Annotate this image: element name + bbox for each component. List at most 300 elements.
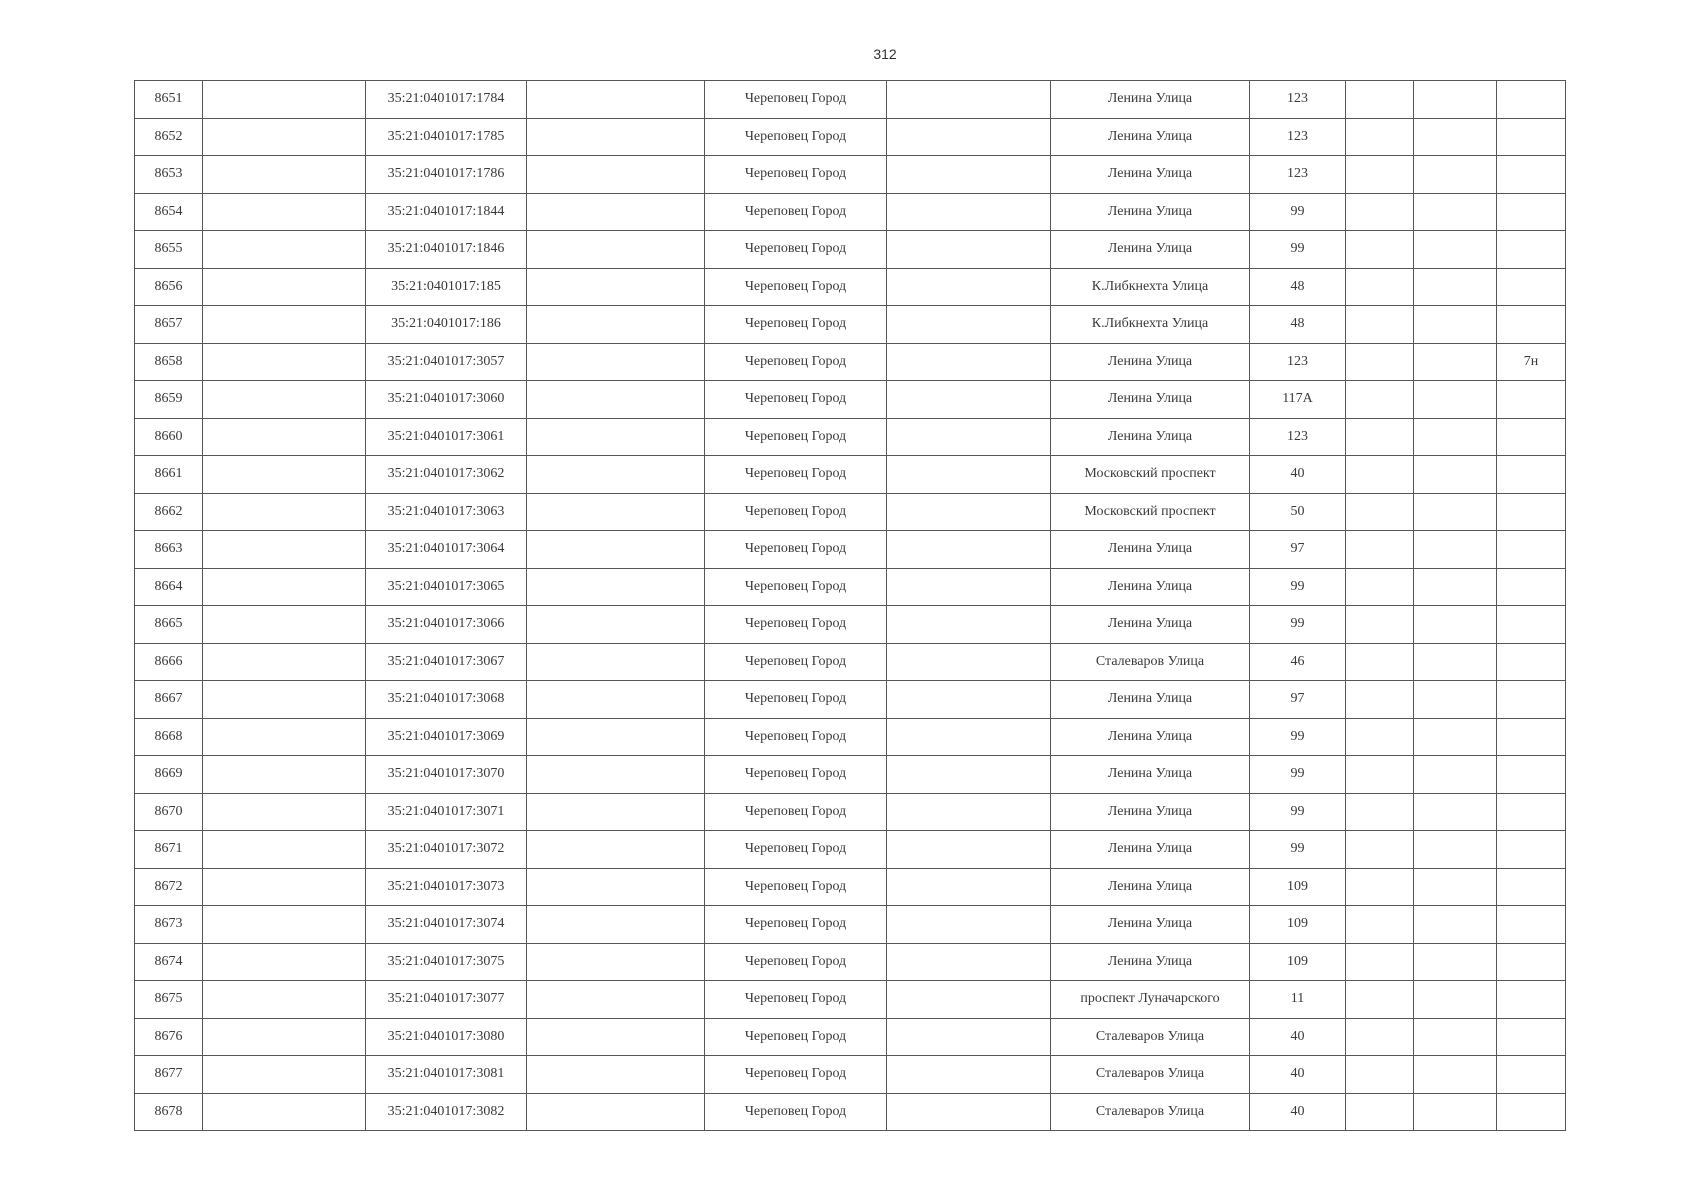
table-row [135, 643, 1566, 681]
empty-cell [203, 1018, 366, 1056]
cadastral-number-cell: 35:21:0401017:3057 [366, 343, 527, 381]
table-row [135, 156, 1566, 194]
empty-cell [527, 118, 705, 156]
empty-cell [527, 681, 705, 719]
cadastral-number-cell: 35:21:0401017:3077 [366, 981, 527, 1019]
cadastral-number-cell: 35:21:0401017:3062 [366, 456, 527, 494]
empty-cell [887, 1093, 1051, 1131]
apartment-cell [1497, 568, 1566, 606]
empty-cell [887, 981, 1051, 1019]
house-number-cell: 117А [1250, 381, 1346, 419]
table-row [135, 306, 1566, 344]
house-number-cell: 11 [1250, 981, 1346, 1019]
empty-cell [1346, 643, 1414, 681]
empty-cell [203, 1093, 366, 1131]
house-number-cell: 50 [1250, 493, 1346, 531]
apartment-cell [1497, 943, 1566, 981]
cadastral-number-cell: 35:21:0401017:1786 [366, 156, 527, 194]
row-number-cell: 8673 [135, 906, 203, 944]
house-number-cell: 99 [1250, 718, 1346, 756]
empty-cell [203, 981, 366, 1019]
apartment-cell [1497, 756, 1566, 794]
street-cell: К.Либкнехта Улица [1051, 268, 1250, 306]
row-number-cell: 8677 [135, 1056, 203, 1094]
city-cell: Череповец Город [705, 81, 887, 119]
cadastral-number-cell: 35:21:0401017:3081 [366, 1056, 527, 1094]
row-number-cell: 8669 [135, 756, 203, 794]
empty-cell [1414, 981, 1497, 1019]
empty-cell [1414, 268, 1497, 306]
empty-cell [527, 718, 705, 756]
empty-cell [527, 231, 705, 269]
cadastral-number-cell: 35:21:0401017:1844 [366, 193, 527, 231]
house-number-cell: 123 [1250, 156, 1346, 194]
table-row [135, 531, 1566, 569]
table-row [135, 493, 1566, 531]
cadastral-number-cell: 35:21:0401017:3066 [366, 606, 527, 644]
cadastral-number-cell: 35:21:0401017:1785 [366, 118, 527, 156]
apartment-cell [1497, 1056, 1566, 1094]
empty-cell [1414, 456, 1497, 494]
apartment-cell [1497, 456, 1566, 494]
empty-cell [1414, 718, 1497, 756]
street-cell: Ленина Улица [1051, 606, 1250, 644]
row-number-cell: 8658 [135, 343, 203, 381]
empty-cell [1346, 1018, 1414, 1056]
empty-cell [1414, 193, 1497, 231]
cadastral-number-cell: 35:21:0401017:3060 [366, 381, 527, 419]
empty-cell [203, 568, 366, 606]
empty-cell [527, 568, 705, 606]
row-number-cell: 8655 [135, 231, 203, 269]
cadastral-number-cell: 35:21:0401017:185 [366, 268, 527, 306]
empty-cell [1346, 493, 1414, 531]
empty-cell [527, 418, 705, 456]
street-cell: Сталеваров Улица [1051, 1056, 1250, 1094]
city-cell: Череповец Город [705, 418, 887, 456]
empty-cell [1346, 456, 1414, 494]
empty-cell [527, 1018, 705, 1056]
street-cell: Ленина Улица [1051, 193, 1250, 231]
empty-cell [1346, 681, 1414, 719]
empty-cell [1346, 418, 1414, 456]
table-row [135, 193, 1566, 231]
empty-cell [887, 531, 1051, 569]
row-number-cell: 8674 [135, 943, 203, 981]
street-cell: Ленина Улица [1051, 343, 1250, 381]
empty-cell [1346, 306, 1414, 344]
empty-cell [203, 231, 366, 269]
house-number-cell: 99 [1250, 831, 1346, 869]
table-row [135, 831, 1566, 869]
empty-cell [203, 418, 366, 456]
row-number-cell: 8675 [135, 981, 203, 1019]
cadastral-number-cell: 35:21:0401017:3071 [366, 793, 527, 831]
empty-cell [203, 81, 366, 119]
empty-cell [203, 343, 366, 381]
empty-cell [887, 906, 1051, 944]
empty-cell [1414, 568, 1497, 606]
empty-cell [203, 193, 366, 231]
house-number-cell: 40 [1250, 1018, 1346, 1056]
empty-cell [1414, 606, 1497, 644]
apartment-cell [1497, 156, 1566, 194]
empty-cell [1414, 681, 1497, 719]
empty-cell [203, 381, 366, 419]
apartment-cell [1497, 606, 1566, 644]
city-cell: Череповец Город [705, 343, 887, 381]
street-cell: Сталеваров Улица [1051, 643, 1250, 681]
city-cell: Череповец Город [705, 831, 887, 869]
apartment-cell: 7н [1497, 343, 1566, 381]
row-number-cell: 8678 [135, 1093, 203, 1131]
cadastral-number-cell: 35:21:0401017:3069 [366, 718, 527, 756]
cadastral-number-cell: 35:21:0401017:3063 [366, 493, 527, 531]
empty-cell [203, 1056, 366, 1094]
row-number-cell: 8661 [135, 456, 203, 494]
empty-cell [887, 381, 1051, 419]
empty-cell [1414, 643, 1497, 681]
cadastral-number-cell: 35:21:0401017:3074 [366, 906, 527, 944]
cadastral-number-cell: 35:21:0401017:3061 [366, 418, 527, 456]
empty-cell [203, 531, 366, 569]
table-row [135, 418, 1566, 456]
empty-cell [887, 343, 1051, 381]
empty-cell [527, 831, 705, 869]
table-row [135, 756, 1566, 794]
table-row [135, 231, 1566, 269]
empty-cell [887, 606, 1051, 644]
empty-cell [1346, 156, 1414, 194]
table-row [135, 868, 1566, 906]
row-number-cell: 8676 [135, 1018, 203, 1056]
empty-cell [527, 456, 705, 494]
empty-cell [887, 231, 1051, 269]
cadastral-number-cell: 35:21:0401017:3075 [366, 943, 527, 981]
empty-cell [527, 981, 705, 1019]
empty-cell [887, 643, 1051, 681]
house-number-cell: 48 [1250, 306, 1346, 344]
empty-cell [1346, 268, 1414, 306]
empty-cell [1346, 906, 1414, 944]
row-number-cell: 8652 [135, 118, 203, 156]
empty-cell [1346, 793, 1414, 831]
street-cell: Сталеваров Улица [1051, 1018, 1250, 1056]
table-row [135, 1018, 1566, 1056]
house-number-cell: 109 [1250, 943, 1346, 981]
city-cell: Череповец Город [705, 643, 887, 681]
table-row [135, 906, 1566, 944]
table-row [135, 681, 1566, 719]
empty-cell [1346, 343, 1414, 381]
empty-cell [527, 643, 705, 681]
empty-cell [1346, 531, 1414, 569]
house-number-cell: 99 [1250, 756, 1346, 794]
empty-cell [887, 1018, 1051, 1056]
table-row [135, 1056, 1566, 1094]
empty-cell [1414, 306, 1497, 344]
street-cell: Ленина Улица [1051, 118, 1250, 156]
city-cell: Череповец Город [705, 943, 887, 981]
table-row [135, 268, 1566, 306]
empty-cell [1414, 118, 1497, 156]
table-row [135, 568, 1566, 606]
house-number-cell: 123 [1250, 418, 1346, 456]
empty-cell [1346, 718, 1414, 756]
city-cell: Череповец Город [705, 756, 887, 794]
empty-cell [887, 756, 1051, 794]
empty-cell [203, 831, 366, 869]
empty-cell [203, 456, 366, 494]
empty-cell [1414, 1093, 1497, 1131]
city-cell: Череповец Город [705, 868, 887, 906]
empty-cell [527, 1056, 705, 1094]
table-row [135, 456, 1566, 494]
empty-cell [203, 156, 366, 194]
city-cell: Череповец Город [705, 231, 887, 269]
empty-cell [527, 306, 705, 344]
house-number-cell: 97 [1250, 531, 1346, 569]
street-cell: Ленина Улица [1051, 943, 1250, 981]
empty-cell [527, 268, 705, 306]
empty-cell [527, 793, 705, 831]
street-cell: Ленина Улица [1051, 381, 1250, 419]
city-cell: Череповец Город [705, 118, 887, 156]
empty-cell [887, 868, 1051, 906]
house-number-cell: 48 [1250, 268, 1346, 306]
empty-cell [527, 531, 705, 569]
empty-cell [1414, 943, 1497, 981]
house-number-cell: 99 [1250, 231, 1346, 269]
street-cell: Ленина Улица [1051, 831, 1250, 869]
table-row [135, 1093, 1566, 1131]
empty-cell [1346, 118, 1414, 156]
empty-cell [527, 381, 705, 419]
empty-cell [527, 156, 705, 194]
empty-cell [1346, 231, 1414, 269]
empty-cell [887, 1056, 1051, 1094]
table-row [135, 718, 1566, 756]
apartment-cell [1497, 381, 1566, 419]
house-number-cell: 40 [1250, 456, 1346, 494]
row-number-cell: 8651 [135, 81, 203, 119]
apartment-cell [1497, 493, 1566, 531]
empty-cell [527, 868, 705, 906]
apartment-cell [1497, 306, 1566, 344]
street-cell: Ленина Улица [1051, 418, 1250, 456]
empty-cell [527, 943, 705, 981]
row-number-cell: 8662 [135, 493, 203, 531]
row-number-cell: 8671 [135, 831, 203, 869]
street-cell: Московский проспект [1051, 493, 1250, 531]
empty-cell [1414, 418, 1497, 456]
page-number: 312 [873, 46, 897, 62]
table-row [135, 943, 1566, 981]
street-cell: Сталеваров Улица [1051, 1093, 1250, 1131]
city-cell: Череповец Город [705, 456, 887, 494]
cadastral-number-cell: 35:21:0401017:1846 [366, 231, 527, 269]
row-number-cell: 8657 [135, 306, 203, 344]
empty-cell [203, 306, 366, 344]
empty-cell [887, 831, 1051, 869]
empty-cell [1346, 943, 1414, 981]
cadastral-number-cell: 35:21:0401017:3082 [366, 1093, 527, 1131]
apartment-cell [1497, 906, 1566, 944]
empty-cell [1414, 531, 1497, 569]
house-number-cell: 99 [1250, 568, 1346, 606]
empty-cell [887, 268, 1051, 306]
row-number-cell: 8668 [135, 718, 203, 756]
city-cell: Череповец Город [705, 156, 887, 194]
row-number-cell: 8672 [135, 868, 203, 906]
cadastral-number-cell: 35:21:0401017:3080 [366, 1018, 527, 1056]
empty-cell [527, 193, 705, 231]
city-cell: Череповец Город [705, 681, 887, 719]
empty-cell [1414, 381, 1497, 419]
cadastral-number-cell: 35:21:0401017:3070 [366, 756, 527, 794]
street-cell: Ленина Улица [1051, 793, 1250, 831]
city-cell: Череповец Город [705, 718, 887, 756]
empty-cell [527, 606, 705, 644]
table-body [135, 81, 1566, 1131]
empty-cell [1346, 568, 1414, 606]
empty-cell [887, 718, 1051, 756]
row-number-cell: 8663 [135, 531, 203, 569]
empty-cell [887, 193, 1051, 231]
empty-cell [203, 118, 366, 156]
empty-cell [1414, 156, 1497, 194]
apartment-cell [1497, 868, 1566, 906]
city-cell: Череповец Город [705, 493, 887, 531]
empty-cell [1346, 868, 1414, 906]
empty-cell [1346, 1056, 1414, 1094]
row-number-cell: 8667 [135, 681, 203, 719]
house-number-cell: 99 [1250, 193, 1346, 231]
street-cell: проспект Луначарского [1051, 981, 1250, 1019]
city-cell: Череповец Город [705, 306, 887, 344]
street-cell: Ленина Улица [1051, 756, 1250, 794]
street-cell: Ленина Улица [1051, 868, 1250, 906]
empty-cell [1346, 81, 1414, 119]
empty-cell [203, 268, 366, 306]
city-cell: Череповец Город [705, 193, 887, 231]
empty-cell [527, 81, 705, 119]
apartment-cell [1497, 531, 1566, 569]
cadastral-number-cell: 35:21:0401017:3068 [366, 681, 527, 719]
city-cell: Череповец Город [705, 568, 887, 606]
empty-cell [887, 943, 1051, 981]
apartment-cell [1497, 981, 1566, 1019]
table-row [135, 981, 1566, 1019]
street-cell: Ленина Улица [1051, 568, 1250, 606]
house-number-cell: 40 [1250, 1093, 1346, 1131]
house-number-cell: 123 [1250, 81, 1346, 119]
apartment-cell [1497, 418, 1566, 456]
empty-cell [887, 568, 1051, 606]
cadastral-number-cell: 35:21:0401017:3065 [366, 568, 527, 606]
cadastral-number-cell: 35:21:0401017:3067 [366, 643, 527, 681]
city-cell: Череповец Город [705, 1018, 887, 1056]
empty-cell [203, 868, 366, 906]
empty-cell [887, 681, 1051, 719]
empty-cell [527, 756, 705, 794]
empty-cell [887, 456, 1051, 494]
house-number-cell: 46 [1250, 643, 1346, 681]
empty-cell [527, 906, 705, 944]
empty-cell [1414, 793, 1497, 831]
apartment-cell [1497, 793, 1566, 831]
empty-cell [887, 118, 1051, 156]
empty-cell [1414, 1056, 1497, 1094]
empty-cell [527, 1093, 705, 1131]
empty-cell [1414, 81, 1497, 119]
empty-cell [887, 81, 1051, 119]
cadastral-number-cell: 35:21:0401017:1784 [366, 81, 527, 119]
apartment-cell [1497, 118, 1566, 156]
street-cell: Московский проспект [1051, 456, 1250, 494]
empty-cell [887, 306, 1051, 344]
empty-cell [203, 606, 366, 644]
apartment-cell [1497, 643, 1566, 681]
house-number-cell: 109 [1250, 906, 1346, 944]
street-cell: Ленина Улица [1051, 231, 1250, 269]
empty-cell [1346, 193, 1414, 231]
empty-cell [1414, 906, 1497, 944]
empty-cell [887, 793, 1051, 831]
city-cell: Череповец Город [705, 531, 887, 569]
cadastral-number-cell: 35:21:0401017:3072 [366, 831, 527, 869]
house-number-cell: 99 [1250, 793, 1346, 831]
empty-cell [887, 418, 1051, 456]
empty-cell [203, 681, 366, 719]
apartment-cell [1497, 681, 1566, 719]
city-cell: Череповец Город [705, 1056, 887, 1094]
empty-cell [1346, 756, 1414, 794]
cadastral-number-cell: 35:21:0401017:186 [366, 306, 527, 344]
house-number-cell: 123 [1250, 118, 1346, 156]
empty-cell [1346, 831, 1414, 869]
empty-cell [1414, 1018, 1497, 1056]
empty-cell [527, 493, 705, 531]
city-cell: Череповец Город [705, 793, 887, 831]
row-number-cell: 8656 [135, 268, 203, 306]
street-cell: К.Либкнехта Улица [1051, 306, 1250, 344]
empty-cell [203, 756, 366, 794]
apartment-cell [1497, 718, 1566, 756]
empty-cell [203, 643, 366, 681]
row-number-cell: 8653 [135, 156, 203, 194]
empty-cell [1414, 231, 1497, 269]
city-cell: Череповец Город [705, 606, 887, 644]
row-number-cell: 8665 [135, 606, 203, 644]
table-row [135, 343, 1566, 381]
apartment-cell [1497, 1093, 1566, 1131]
empty-cell [1414, 868, 1497, 906]
empty-cell [1414, 756, 1497, 794]
house-number-cell: 123 [1250, 343, 1346, 381]
empty-cell [1414, 493, 1497, 531]
empty-cell [203, 906, 366, 944]
empty-cell [1346, 981, 1414, 1019]
empty-cell [203, 943, 366, 981]
street-cell: Ленина Улица [1051, 81, 1250, 119]
registry-table [134, 80, 1566, 1131]
city-cell: Череповец Город [705, 381, 887, 419]
empty-cell [1414, 831, 1497, 869]
empty-cell [1346, 1093, 1414, 1131]
table-row [135, 793, 1566, 831]
apartment-cell [1497, 193, 1566, 231]
